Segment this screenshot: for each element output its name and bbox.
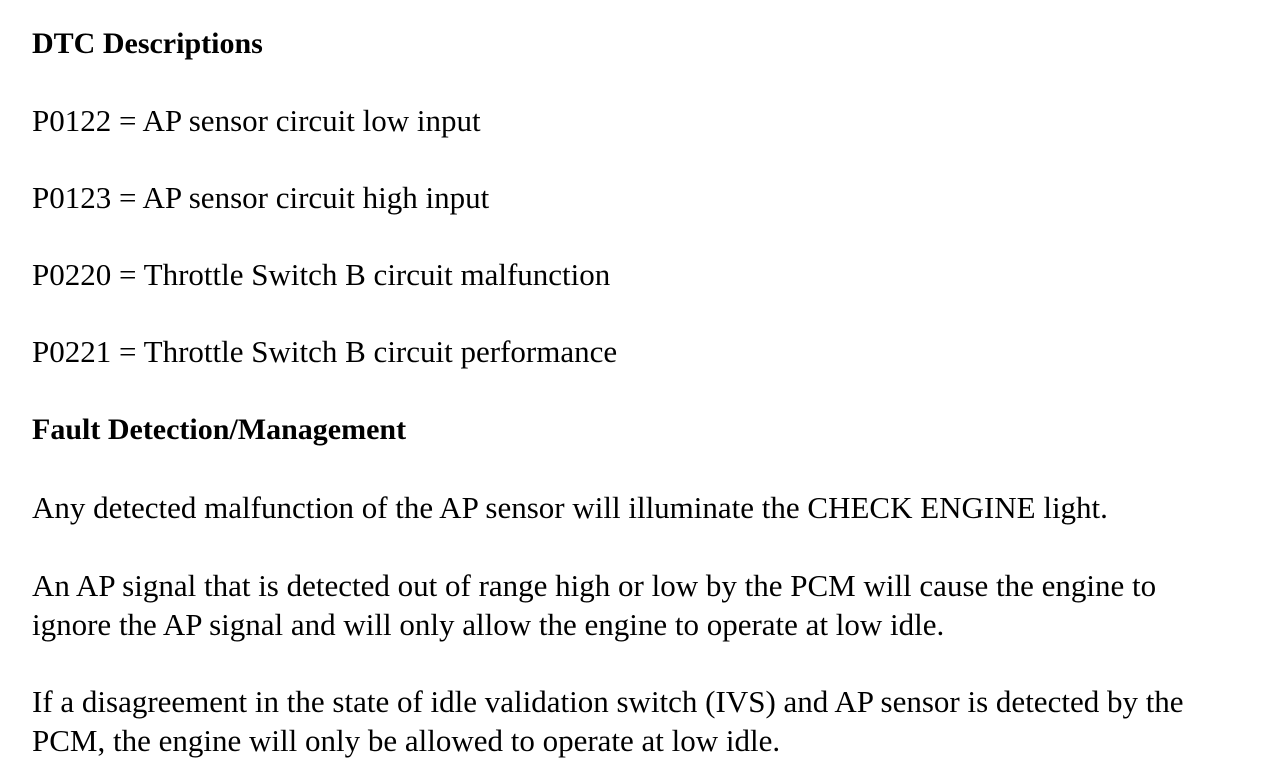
dtc-code-line: P0123 = AP sensor circuit high input [32, 180, 490, 215]
dtc-code-line: P0220 = Throttle Switch B circuit malfunction [32, 257, 611, 292]
dtc-descriptions-heading: DTC Descriptions [32, 27, 263, 60]
fault-paragraph: Any detected malfunction of the AP sensor will illuminate the CHECK ENGINE light. [32, 490, 1108, 525]
dtc-code-line: P0221 = Throttle Switch B circuit performance [32, 334, 618, 369]
fault-detection-heading: Fault Detection/Management [32, 413, 407, 446]
dtc-code-line: P0122 = AP sensor circuit low input [32, 103, 481, 138]
fault-paragraph: If a disagreement in the state of idle validation switch (IVS) and AP sensor is detected by the PCM, the engine will only be allowed to operate at low idle. [32, 684, 1184, 758]
fault-paragraph: An AP signal that is detected out of range high or low by the PCM will cause the engine to ignore the AP signal and will only allow the engine to operate at low idle. [32, 568, 1157, 642]
